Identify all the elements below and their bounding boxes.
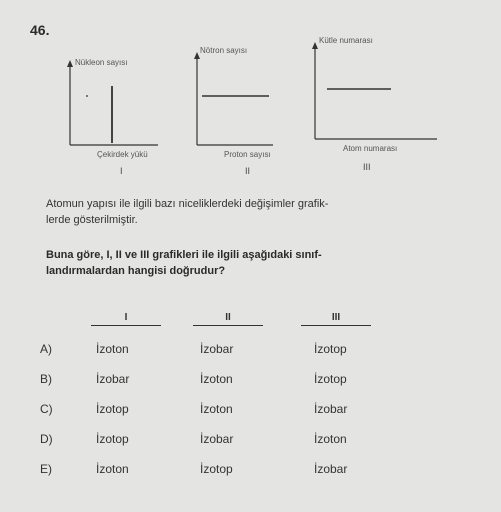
intro-line: lerde gösterilmiştir. <box>46 214 138 226</box>
graph-i-y-label: Nükleon sayısı <box>75 58 128 67</box>
option-a-col-ii: İzobar <box>200 342 234 356</box>
question-line: Buna göre, I, II ve III grafikleri ile ilgili aşağıdaki sınıf- <box>46 249 322 261</box>
option-letter: D) <box>40 432 53 446</box>
option-b-col-iii: İzotop <box>314 372 347 386</box>
option-e-col-i: İzoton <box>96 462 129 476</box>
option-letter: B) <box>40 372 52 386</box>
graph-iii-x-label: Atom numarası <box>343 144 398 153</box>
option-letter: C) <box>40 402 53 416</box>
option-d-col-i: İzotop <box>96 432 129 446</box>
option-b-col-i: İzobar <box>96 372 130 386</box>
option-a-col-iii: İzotop <box>314 342 347 356</box>
graph-ii-x-label: Proton sayısı <box>224 150 271 159</box>
graph-iii <box>305 32 445 182</box>
question-stem <box>46 247 322 279</box>
graph-i-roman: I <box>120 166 123 176</box>
graph-ii-axes <box>187 42 287 182</box>
graph-ii-roman: II <box>245 166 251 176</box>
graph-i-axes <box>60 50 160 190</box>
graph-iii-y-label: Kütle numarası <box>319 36 373 45</box>
intro-line: Atomun yapısı ile ilgili bazı niceliklerdeki değişimler grafik- <box>46 198 329 210</box>
graph-ii-y-label: Nötron sayısı <box>200 46 248 55</box>
graph-iii-axes <box>305 32 445 182</box>
question-number: 46. <box>30 22 50 38</box>
option-e-col-ii: İzotop <box>200 462 233 476</box>
graph-ii <box>187 42 287 182</box>
intro-text <box>46 196 328 228</box>
option-letter: A) <box>40 342 52 356</box>
column-header-iii: III <box>301 312 371 326</box>
option-e-col-iii: İzobar <box>314 462 348 476</box>
option-d-col-ii: İzobar <box>200 432 234 446</box>
graph-i-x-label: Çekirdek yükü <box>97 150 148 159</box>
graph-i <box>60 50 160 190</box>
option-c-col-ii: İzoton <box>200 402 233 416</box>
question-line: landırmalardan hangisi doğrudur? <box>46 265 226 277</box>
graph-iii-roman: III <box>363 162 371 172</box>
column-header-ii: II <box>193 312 263 326</box>
option-d-col-iii: İzoton <box>314 432 347 446</box>
column-header-i: I <box>91 312 161 326</box>
option-letter: E) <box>40 462 52 476</box>
option-c-col-iii: İzobar <box>314 402 348 416</box>
option-a-col-i: İzoton <box>96 342 129 356</box>
option-c-col-i: İzotop <box>96 402 129 416</box>
option-b-col-ii: İzoton <box>200 372 233 386</box>
